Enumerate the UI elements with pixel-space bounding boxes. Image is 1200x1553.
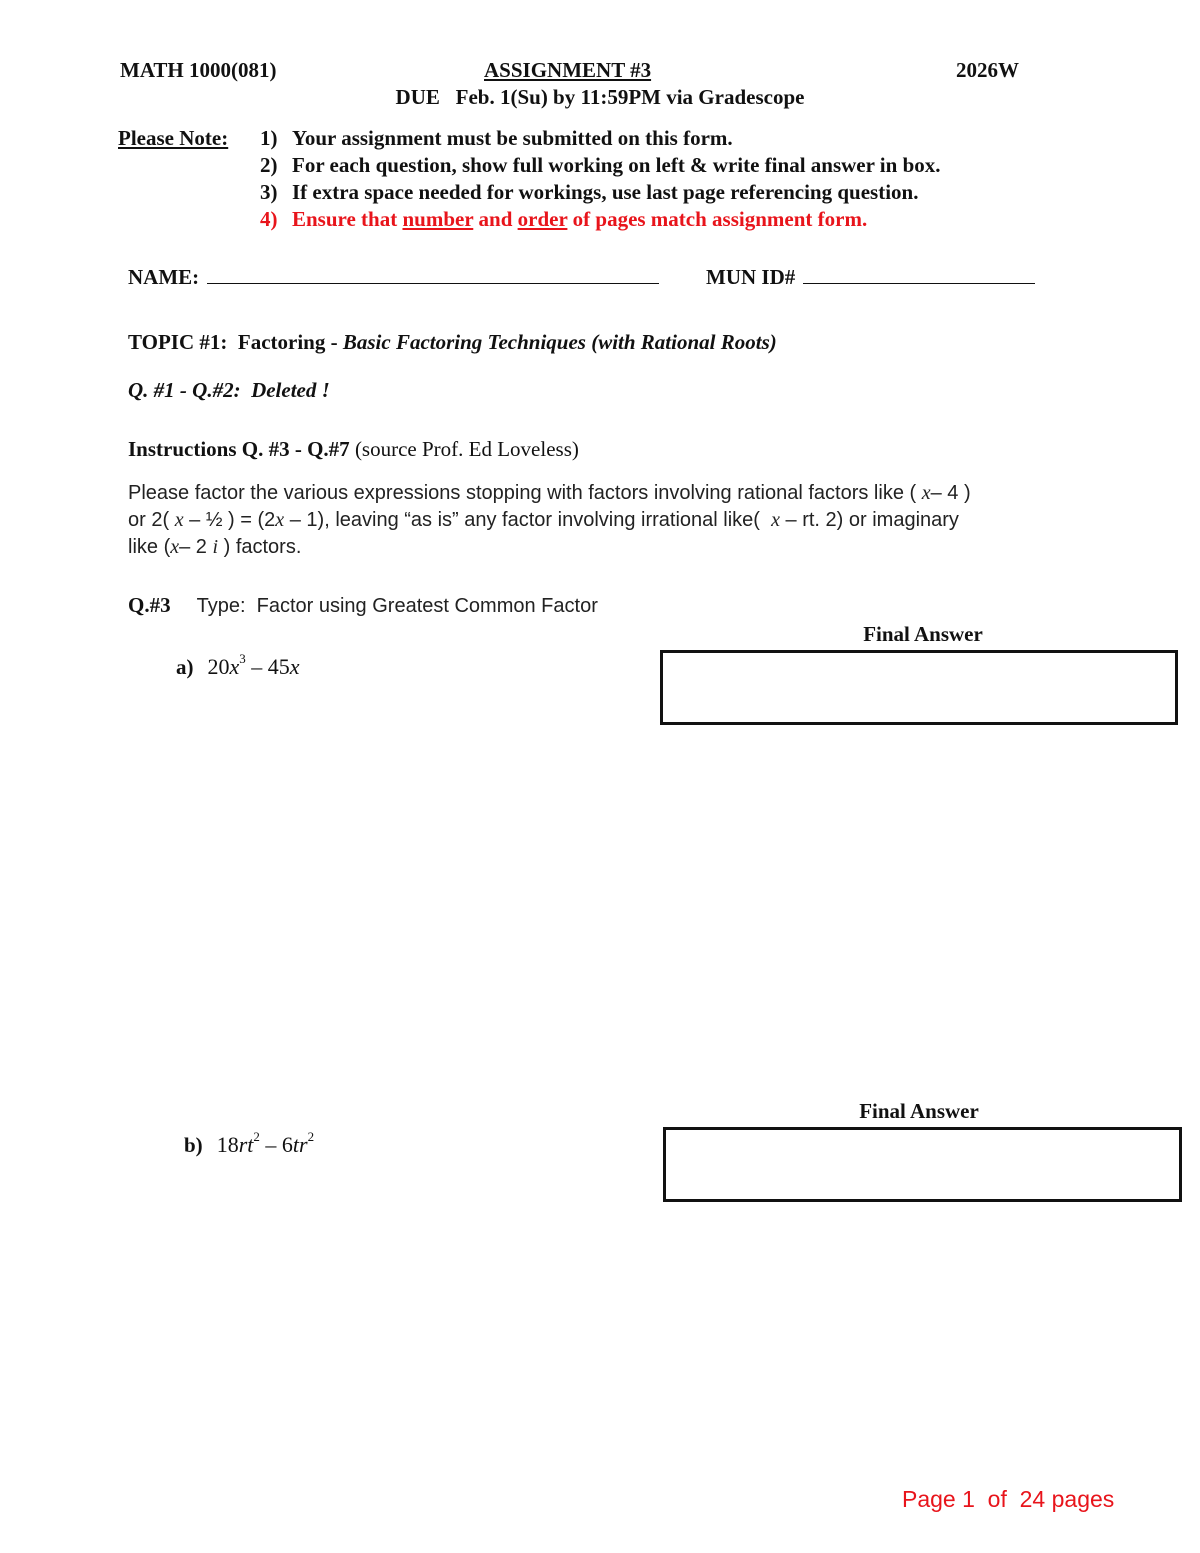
instr-var-i: i <box>212 536 219 558</box>
mun-id-blank-line[interactable] <box>803 269 1035 284</box>
instr-text-5: – 1), leaving “as is” any factor involving irrational like( <box>284 509 760 531</box>
question-3-heading <box>128 593 598 618</box>
question-3b <box>184 1129 315 1158</box>
note-1 <box>260 126 733 151</box>
note-2 <box>260 153 941 178</box>
note-1-text: Your assignment must be submitted on this form. <box>292 126 733 150</box>
q3b-operator: – <box>259 1132 282 1157</box>
question-3a <box>176 651 300 680</box>
instr-var-x-3: x <box>275 509 285 531</box>
instr-var-x-4: x <box>771 509 780 531</box>
instr-var-x-2: x <box>174 509 184 531</box>
note-2-text: For each question, show full working on left & write final answer in box. <box>292 153 941 177</box>
q3b-var-1: rt <box>238 1132 254 1157</box>
instr-text-3: or 2( <box>128 509 170 531</box>
question-3b-expression <box>216 1129 315 1157</box>
q3a-var-2: x <box>289 654 300 679</box>
note-4-mid: and <box>473 207 518 231</box>
instr-text-2: – 4 ) <box>930 482 971 504</box>
instr-text-9: ) factors. <box>218 536 302 558</box>
q3a-operator: – <box>245 654 268 679</box>
final-answer-label-b: Final Answer <box>859 1099 979 1123</box>
course-code: MATH 1000(081) <box>120 58 277 82</box>
final-answer-box-a[interactable] <box>660 650 1178 725</box>
q3a-exp-1: 3 <box>239 651 246 666</box>
q3a-coef-2: 45 <box>267 654 290 679</box>
deleted-questions-note: Q. #1 - Q.#2: Deleted ! <box>128 378 330 402</box>
note-1-number: 1) <box>260 126 278 150</box>
q3b-exp-1: 2 <box>253 1129 260 1144</box>
name-field <box>128 265 659 290</box>
note-4-number: 4) <box>260 207 278 231</box>
instructions-label: Instructions Q. #3 - Q.#7 <box>128 437 350 461</box>
instr-text-4: – ½ ) = (2 <box>183 509 276 531</box>
q3a-coef-1: 20 <box>207 654 230 679</box>
term: 2026W <box>956 58 1019 82</box>
question-3b-label: b) <box>184 1133 203 1157</box>
note-2-number: 2) <box>260 153 278 177</box>
assignment-title: ASSIGNMENT #3 <box>484 58 652 82</box>
instr-text-6: – rt. 2) or imaginary <box>779 509 959 531</box>
q3b-exp-2: 2 <box>307 1129 315 1144</box>
final-answer-box-b[interactable] <box>663 1127 1182 1202</box>
note-3-number: 3) <box>260 180 278 204</box>
note-3-text: If extra space needed for workings, use last page referencing question. <box>292 180 919 204</box>
note-4-order-word: order <box>517 207 568 231</box>
mun-id-field <box>706 265 1035 290</box>
due-date: DUE Feb. 1(Su) by 11:59PM via Gradescope <box>395 85 805 109</box>
q3b-coef-2: 6 <box>281 1132 293 1157</box>
instr-text-8: – 2 <box>179 536 213 558</box>
question-3-label: Q.#3 <box>128 593 171 617</box>
note-4-post: of pages match assignment form. <box>567 207 868 231</box>
page-number: Page 1 of 24 pages <box>902 1486 1115 1512</box>
note-4-pre: Ensure that <box>292 207 403 231</box>
topic-label: TOPIC #1: <box>128 330 228 354</box>
instr-var-x-5: x <box>170 536 180 558</box>
final-answer-label-a: Final Answer <box>863 622 983 646</box>
question-3-type: Type: Factor using Greatest Common Factor <box>196 595 598 617</box>
note-3 <box>260 180 918 205</box>
name-blank-line[interactable] <box>207 269 659 284</box>
question-3a-label: a) <box>176 655 194 679</box>
instr-text-7: like ( <box>128 536 171 558</box>
name-label: NAME: <box>128 265 200 289</box>
q3b-var-2: tr <box>292 1132 308 1157</box>
notes-label: Please Note: <box>118 126 229 150</box>
instructions-source: (source Prof. Ed Loveless) <box>349 437 579 461</box>
topic-name: Factoring - <box>237 330 343 354</box>
instr-var-x-1: x <box>921 482 931 504</box>
note-4 <box>260 207 867 232</box>
mun-id-label: MUN ID# <box>706 265 796 289</box>
question-3a-expression <box>207 651 300 679</box>
instructions-paragraph <box>128 480 1058 561</box>
instr-text-1: Please factor the various expressions stopping with factors involving rational factors like ( <box>128 482 917 504</box>
instructions-heading <box>128 437 579 462</box>
topic-heading <box>128 330 777 355</box>
topic-subtitle: Basic Factoring Techniques (with Rational Roots) <box>342 330 777 354</box>
note-4-number-word: number <box>402 207 474 231</box>
q3a-var-1: x <box>229 654 240 679</box>
q3b-coef-1: 18 <box>216 1132 239 1157</box>
